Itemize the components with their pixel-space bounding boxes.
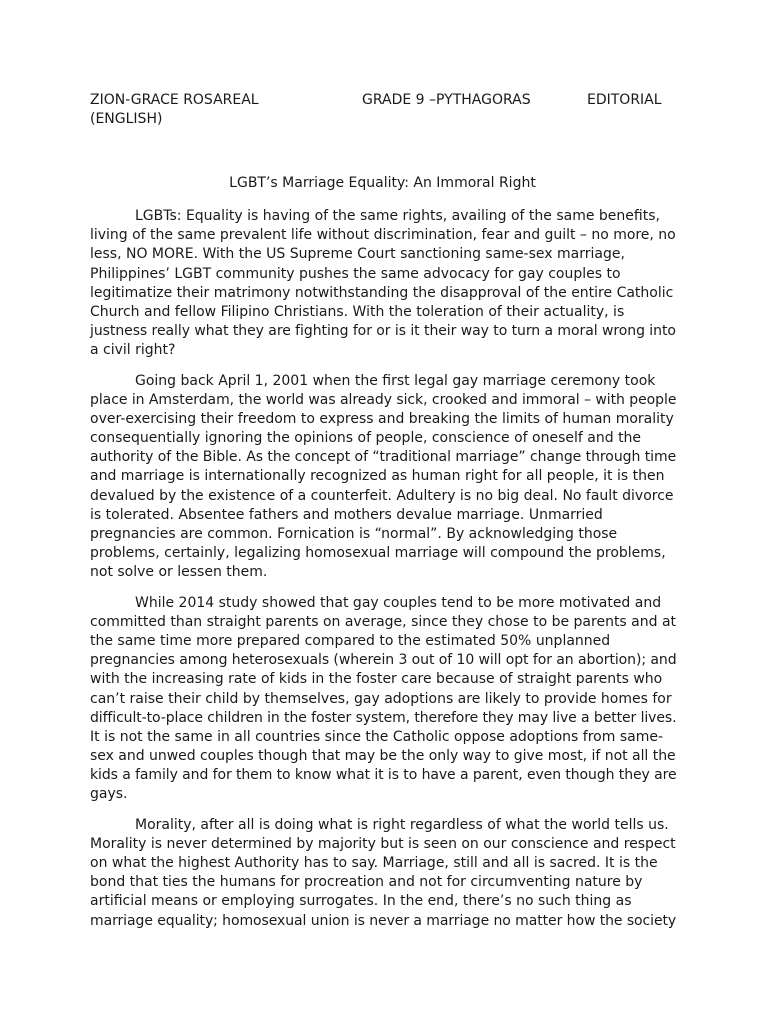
text-line: It is not the same in all countries since the Catholic oppose adoptions from same- (90, 728, 664, 745)
text-line: a civil right? (90, 342, 176, 359)
text-line: While 2014 study showed that gay couples tend to be more motivated and (135, 594, 662, 611)
text-line: place in Amsterdam, the world was already sick, crooked and immoral – with people (90, 391, 677, 408)
text-line: kids a family and for them to know what it is to have a parent, even though they are (90, 767, 677, 784)
text-line: Going back April 1, 2001 when the first legal gay marriage ceremony took (135, 372, 656, 389)
text-line: on what the highest Authority has to say. Marriage, still and all is sacred. It is the (90, 855, 658, 871)
text-line: Philippines’ LGBT community pushes the same advocacy for gay couples to (90, 265, 621, 282)
text-line: Morality, after all is doing what is right regardless of what the world tells us. (135, 816, 669, 833)
author-name: ZION-GRACE ROSAREAL (90, 92, 259, 108)
text-line: authority of the Bible. As the concept of “traditional marriage” change through time (90, 449, 677, 466)
text-line: justness really what they are fighting for or is it their way to turn a moral wrong into (90, 323, 676, 340)
text-line: not solve or lessen them. (90, 564, 268, 581)
document-body (90, 207, 676, 942)
text-line: with the increasing rate of kids in the foster care because of straight parents who (90, 671, 663, 688)
text-line: marriage equality; homosexual union is never a marriage no matter how the society (90, 912, 677, 929)
text-line: bond that ties the humans for procreation and not for circumventing nature by (90, 874, 643, 891)
text-line: gays. (90, 786, 128, 803)
text-line: less, NO MORE. With the US Supreme Court sanctioning same-sex marriage, (90, 246, 625, 263)
text-line: pregnancies are common. Fornication is “normal”. By acknowledging those (90, 526, 618, 542)
text-line: pregnancies among heterosexuals (wherein 3 out of 10 will opt for an abortion); and (90, 652, 677, 669)
text-line: is tolerated. Absentee fathers and mothers devalue marriage. Unmarried (90, 506, 603, 523)
text-line: artificial means or employing surrogates. In the end, there’s no such thing as (90, 893, 632, 910)
grade-section: GRADE 9 –PYTHAGORAS (362, 92, 531, 108)
paragraph (90, 207, 676, 361)
document-title: LGBT’s Marriage Equality: An Immoral Right (229, 175, 536, 191)
text-line: difficult-to-place children in the foster system, therefore they may live a better lives. (90, 709, 677, 726)
text-line: living of the same prevalent life without discrimination, fear and guilt – no more, no (90, 227, 676, 244)
text-line: over-exercising their freedom to express and breaking the limits of human morality (90, 410, 674, 427)
text-line: can’t raise their child by themselves, gay adoptions are likely to provide homes for (90, 690, 672, 707)
text-line: Morality is never determined by majority but is seen on our conscience and respect (90, 835, 676, 852)
text-line: legitimatize their matrimony notwithstanding the disapproval of the entire Catholic (90, 284, 674, 301)
document-type: EDITORIAL (587, 92, 662, 108)
text-line: the same time more prepared compared to the estimated 50% unplanned (90, 632, 611, 649)
subject-label: (ENGLISH) (90, 111, 163, 127)
text-line: problems, certainly, legalizing homosexual marriage will compound the problems, (90, 545, 666, 562)
paragraph (90, 594, 676, 805)
document-header (90, 91, 690, 129)
text-line: LGBTs: Equality is having of the same rights, availing of the same benefits, (135, 208, 660, 224)
paragraph (90, 372, 676, 583)
text-line: Church and fellow Filipino Christians. With the toleration of their actuality, is (90, 303, 625, 320)
text-line: and marriage is internationally recognized as human right for all people, it is then (90, 468, 665, 485)
text-line: committed than straight parents on average, since they chose to be parents and at (90, 613, 677, 630)
text-line: sex and unwed couples though that may be the only way to give most, if not all the (90, 748, 676, 765)
text-line: consequentially ignoring the opinions of people, conscience of oneself and the (90, 430, 642, 447)
text-line: devalued by the existence of a counterfeit. Adultery is no big deal. No fault divorce (90, 487, 674, 504)
paragraph (90, 816, 676, 931)
